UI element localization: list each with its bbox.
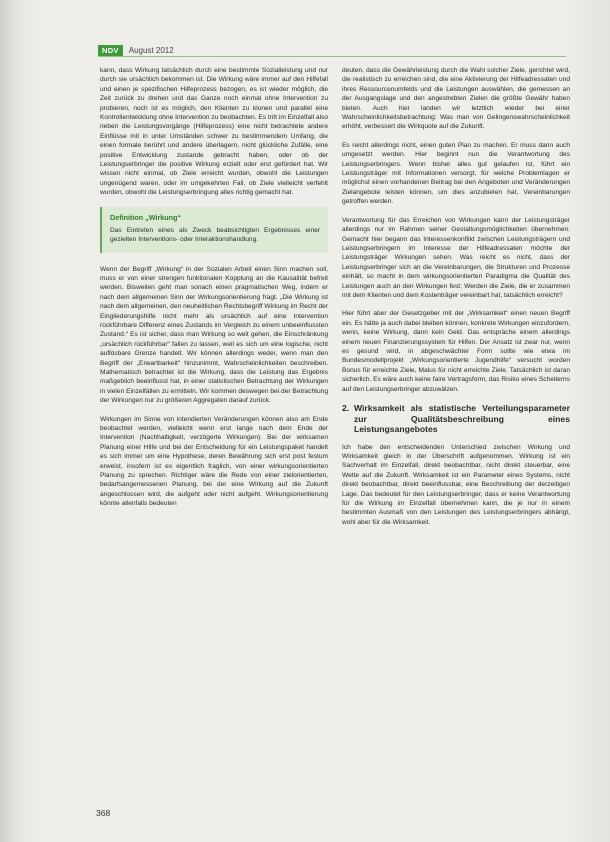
section-number: 2. — [342, 403, 350, 413]
header-rule — [98, 56, 566, 57]
right-column — [342, 66, 570, 536]
definition-title: Definition „Wirkung“ — [110, 212, 182, 222]
section-heading — [342, 403, 570, 435]
left-column — [100, 66, 328, 518]
issue-date: August 2012 — [128, 45, 174, 55]
left-paragraph-3: Wirkungen im Sinne von intendierten Veränderungen können also am Ende beobachtet werden, vielleicht wenn erst lange nach dem Ende der Intervention (Nachhaltigkeit, verzögerte Wirkungen). Bei der wirksamen Planung einer Hilfe und bei der Entscheidung für ein Leistungspaket handelt es sich immer um eine Hypothese, deren Bewährung sich erst post festum erweist, insofern ist es eigentlich fraglich, von einer wirkungsorientierten Planung zu sprechen. Richtiger wäre die Rede von einer zielorientierten, bedarfsangemessenen Planung, bei der eine Wirkung auf die Zukunft angeschlossen wird, die aufgeht oder nicht aufgeht. Wirkungsorientierung könnte allenfalls bedeuten — [100, 415, 328, 508]
left-paragraph-2: Wenn der Begriff „Wirkung“ in der Sozialen Arbeit einen Sinn machen soll, muss er von einer strengen funktionalen Kopplung an die Kausalität befreit werden. Bisweilen geht man sonach einen pragmatischen Weg, indem er nach dem allgemeinen Sinn der Wirkungsorientierung fragt. „Die Wirkung ist nach dem allgemeinen, den neuheitlichen Rechtsbegriff Wirkung im Recht der Eingliederungshilfe nicht mehr als ursächlich auf eine Intervention rückführbare Differenz eines Zustands im Vergleich zu einem unbeeinflussten Zustand.“ Es ist sicher, dass man Wirkung so weit gehen, die Einschränkung „ursächlich rückführbar“ fallen zu lassen, weil es sich um eine logische, nicht auflösbare Grenze handelt. Wir können allerdings weder, wenn man den Begriff der „Erwartbarkeit“ hinzunimmt, Wahrscheinlichkeiten beschreiben. Mathematisch betrachtet ist die Wirkung, dass die Leistung das Ergebnis maßgeblich beeinflusst hat, in einer statistischen Betrachtung der Wirkungen in vielen Einzelfällen zu ermitteln. Wir kommen deswegen bei der Betrachtung der Wirkungen nur zu größeren Aggregaten darauf zurück. — [100, 265, 328, 405]
page-header — [98, 44, 174, 56]
definition-box — [100, 207, 328, 253]
journal-badge: NDV — [98, 45, 123, 56]
right-paragraph-5: Ich habe den entscheidenden Unterschied zwischen Wirkung und Wirksamkeit gleich in der Überschrift aufgenommen. Wirkung ist ein Sachverhalt im Einzelfall, direkt beobachtbar, nicht direkt steuerbar, eine Wette auf die Zukunft. Wirksamkeit ist ein Parameter eines Systems, nicht direkt beobachtbar, direkt beeinflussbar, eine Beschreibung der derzeitigen Lage. Das bedeutet für den Leistungserbringer, dass er keine Verantwortung für die Wirkung im Einzelfall übernehmen kann, die je nur in einem bestimmten Ausmaß von den Leistungen des Leistungserbringers abhängt, wohl aber für die Wirksamkeit. — [342, 443, 570, 526]
right-paragraph-2: Es reicht allerdings nicht, einen guten Plan zu machen. Er muss dann auch umgesetzt werden. Hier beginnt nun die Verantwortung des Leistungserbringers. Wenn bisher alles gut gelaufen ist, führt ein Leistungsträger mit Informationen versorgt, für welche Problemlagen er möglichst einen vorhandenen Beitrag bei den Angeboten und Veränderungen Zielangebote leisten können, um dies anzubieten hat, Vereinbarungen getroffen werden. — [342, 141, 570, 206]
section-title: Wirksamkeit als statistische Verteilungsparameter zur Qualitätsbeschreibung eines Leistungsangebotes — [354, 403, 570, 434]
page-number: 368 — [96, 808, 111, 818]
left-paragraph-1: kann, dass Wirkung tatsächlich durch eine bestimmte Sozialleistung und nur durch sie ursächlich bekommen ist. Die Wirkung wäre immer auf den Hilfefall und einen je spezifischen Hilfeprozess bezogen, es ist wieder möglich, die Zeit zurück zu drehen und das Ganze noch einmal ohne Intervention zu probieren, noch ist es möglich, den Klienten zu klonen und parallel eine Kontrollentwicklung ohne Intervention zu beobachten. Es tritt im Einzelfall also neben die Leistungsvorgänge (Hilfeprozess) eine nicht betrachtete andere Einflüsse mit in unter Umständen schwer zu bestimmendem Umfang, die einen formale berührt und andere überlagern, nicht glückliche Zufälle, eine positive Entwicklung zustande gebracht haben, oder ob der Leistungserbringer die positive Wirkung erzielt oder erst gefördert hat. Wir wissen nicht einmal, ob Ziele erreicht wurden, obwohl die Leistungen ungenügend waren, oder im umgekehrten Fall, ob Ziele vielleicht verfehlt wurden, obwohl die Leistungserbringung alles richtig gemacht hat. — [100, 67, 328, 197]
right-paragraph-3: Verantwortung für das Erreichen von Wirkungen kann der Leistungsträger allerdings nur im Rahmen seiner Gestaltungsmöglichkeiten übernehmen. Gemacht hier begann das Interessenkonflikt zwischen Leistungsträgern und Leistungserbringern im Interesse der Hilfeadressaten möchte der Leistungsträger Wirkungen sehen. Was reicht es nicht, dass der Leistungserbringer sich an die Vereinbarungen, die Strukturen und Prozesse einhält, so macht in dem wirkungsorientierten Paradigma die Qualität des Leistungen auch an den Wirkungen fest: Werden die Ziele, die er zusammen mit dem Klienten und dem Kostenträger vereinbart hat, tatsächlich erreicht? — [342, 216, 570, 299]
definition-text: Das Eintreten eines als Zweck beabsichtigten Ergebnisses einer gezielten Interventions- oder Interaktionshandlung. — [110, 227, 320, 244]
right-paragraph-1: deuten, dass die Gewährleistung durch die Wahl solcher Ziele, gerichtet wird, die realistisch zu erreichen sind, die eine Aktivierung der Hilfeadressaten und ihres Ressourcenumfelds und die Leistungen auswählen, die gemessen an der Ausgangslage und den angestrebten Zielen die größte Gewähr haben bieten. Auch hier landen wir letztlich wieder bei einer Wahrscheinlichkeitsbetrachtung: Was man von Gelingenswahrscheinlichkeit erhöht, verbessert die Wirkquote auf die Zukunft. — [342, 67, 570, 131]
right-paragraph-4: Hier führt aber der Gesetzgeber mit der „Wirksamkeit“ einen neuen Begriff ein. Es hätte ja auch dabei bleiben können, konkrete Wirkungen einzufordern, wenn, keine Wirkung, dann kein Geld. Das entspräche einem allerdings einem neuen Finanzierungssystem für Hilfen. Der Ansatz ist zwar nur, wenn es gesund wird, in abgeschwächter Form sollte wie etwa im Bundesmodellprojekt „Wirkungsorientierte Jugendhilfe“ versucht worden Bonus für erreichte Ziele, Malus für nicht erreichte Ziele. Tatsächlich ist daran sicherlich. Es wäre auch keine faire Vertragsform, das Risiko eines Scheiterns auf den Leistungserbringer abzuwälzen. — [342, 310, 570, 393]
